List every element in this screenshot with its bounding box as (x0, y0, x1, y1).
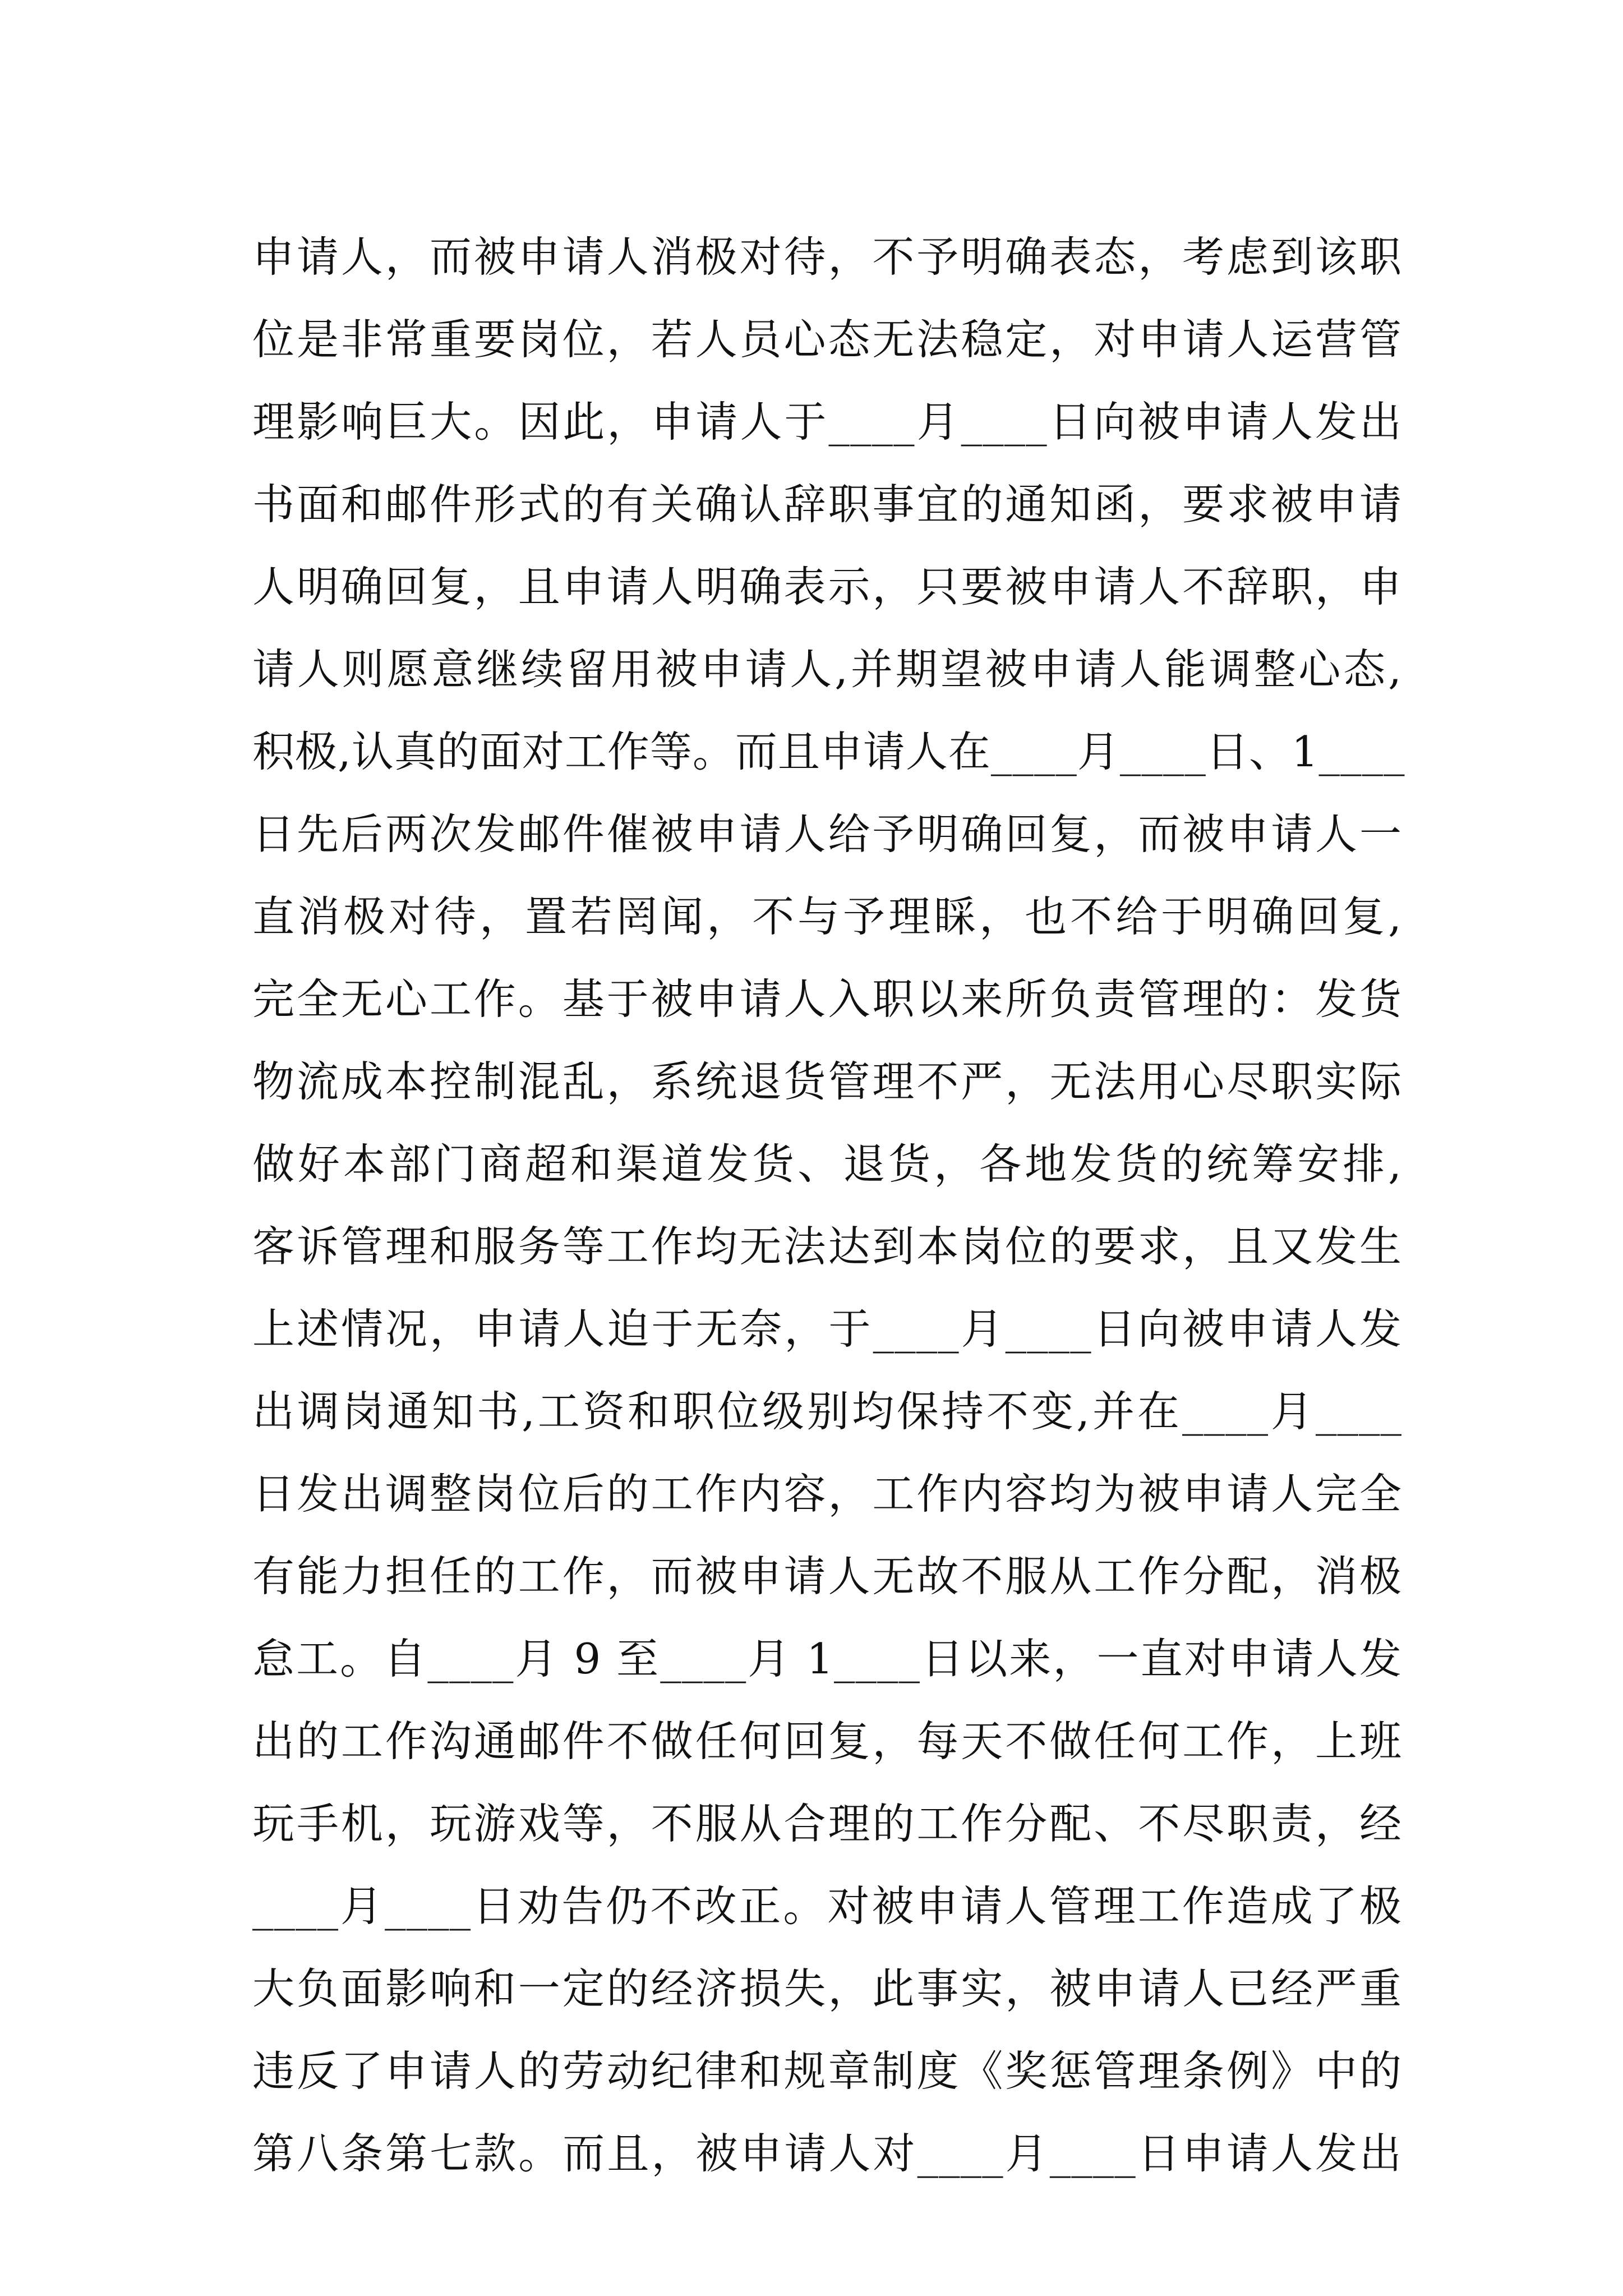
text-line: 大负面影响和一定的经济损失，此事实，被申请人已经严重 (252, 1964, 1402, 2013)
text-line: 第八条第七款。而且，被申请人对____月____日申请人发出 (252, 2129, 1402, 2178)
text-line: 客诉管理和服务等工作均无法达到本岗位的要求，且又发生 (252, 1222, 1402, 1271)
text-line: 物流成本控制混乱，系统退货管理不严，无法用心尽职实际 (252, 1057, 1402, 1106)
text-line: 日发出调整岗位后的工作内容，工作内容均为被申请人完全 (252, 1469, 1402, 1519)
text-line: ____月____日劝告仍不改正。对被申请人管理工作造成了极 (252, 1881, 1402, 1931)
text-line: 直消极对待，置若罔闻，不与予理睬，也不给于明确回复, (252, 892, 1402, 941)
text-line: 位是非常重要岗位，若人员心态无法稳定，对申请人运营管 (252, 315, 1402, 364)
text-line: 书面和邮件形式的有关确认辞职事宜的通知函，要求被申请 (252, 480, 1402, 529)
text-line: 怠工。自____月 9 至____月 1____日以来，一直对申请人发 (252, 1634, 1402, 1683)
text-line: 完全无心工作。基于被申请人入职以来所负责管理的：发货 (252, 974, 1402, 1024)
text-line: 请人则愿意继续留用被申请人,并期望被申请人能调整心态, (252, 645, 1402, 694)
text-line: 做好本部门商超和渠道发货、退货，各地发货的统筹安排, (252, 1139, 1402, 1189)
text-line: 上述情况，申请人迫于无奈，于____月____日向被申请人发 (252, 1304, 1402, 1354)
text-line: 出的工作沟通邮件不做任何回复，每天不做任何工作，上班 (252, 1717, 1402, 1766)
text-line: 违反了申请人的劳动纪律和规章制度《奖惩管理条例》中的 (252, 2046, 1402, 2096)
body-text (252, 216, 1405, 2195)
text-line: 申请人，而被申请人消极对待，不予明确表态，考虑到该职 (252, 232, 1402, 282)
text-line: 玩手机，玩游戏等，不服从合理的工作分配、不尽职责，经 (252, 1799, 1402, 1848)
text-line: 日先后两次发邮件催被申请人给予明确回复，而被申请人一 (252, 809, 1402, 859)
text-line: 理影响巨大。因此，申请人于____月____日向被申请人发出 (252, 397, 1402, 447)
text-line: 人明确回复，且申请人明确表示，只要被申请人不辞职，申 (252, 562, 1402, 611)
text-line: 积极,认真的面对工作等。而且申请人在____月____日、1____ (252, 727, 1405, 776)
text-line: 有能力担任的工作，而被申请人无故不服从工作分配，消极 (252, 1552, 1402, 1601)
text-line: 出调岗通知书,工资和职位级别均保持不变,并在____月____ (252, 1387, 1402, 1436)
